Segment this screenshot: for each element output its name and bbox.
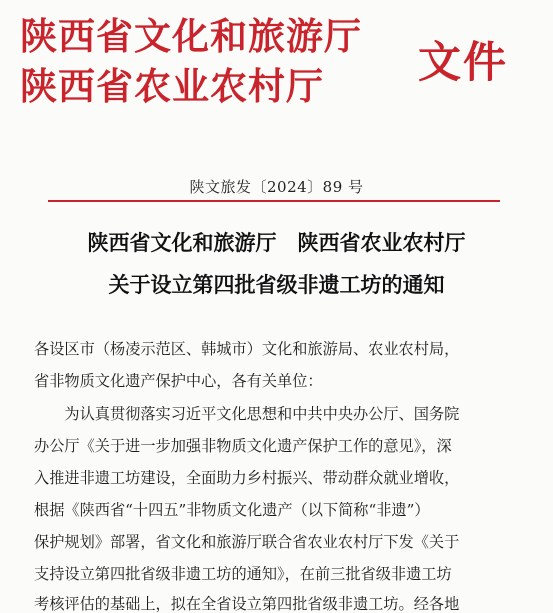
- body-text-line: 办公厅《关于进一步加强非物质文化遗产保护工作的意见》，深: [34, 437, 452, 455]
- body-text-line: 入推进非遗工坊建设，全面助力乡村振兴、带动群众就业增收，: [34, 469, 460, 487]
- body-text-line: 为认真贯彻落实习近平文化思想和中共中央办公厅、国务院: [34, 405, 460, 423]
- issuer-name-culture-tourism: 陕西省文化和旅游厅: [20, 15, 362, 58]
- red-separator-line: [48, 200, 500, 202]
- notice-title-line-2: 关于设立第四批省级非遗工坊的通知: [108, 273, 445, 297]
- body-text-line: 根据《陕西省“十四五”非物质文化遗产（以下简称“非遗”）: [34, 501, 430, 519]
- body-text-line: 考核评估的基础上，拟在全省设立第四批省级非遗工坊。经各地: [34, 595, 460, 613]
- notice-title-line-1: 陕西省文化和旅游厅 陕西省农业农村厅: [87, 231, 466, 255]
- issuer-name-agriculture: 陕西省农业农村厅: [20, 65, 324, 108]
- body-text-line: 省非物质文化遗产保护中心，各有关单位：: [34, 372, 323, 390]
- body-text-line: 各设区市（杨凌示范区、韩城市）文化和旅游局、农业农村局，: [34, 340, 460, 358]
- issuer-header: [20, 8, 540, 118]
- document-number: 陕文旅发〔2024〕89 号: [189, 178, 364, 196]
- document-type-label: 文件: [418, 38, 508, 88]
- body-text-line: 保护规划》部署，省文化和旅游厅联合省农业农村厅下发《关于: [34, 533, 460, 551]
- body-text-line: 支持设立第四批省级非遗工坊的通知》，在前三批省级非遗工坊: [34, 565, 452, 583]
